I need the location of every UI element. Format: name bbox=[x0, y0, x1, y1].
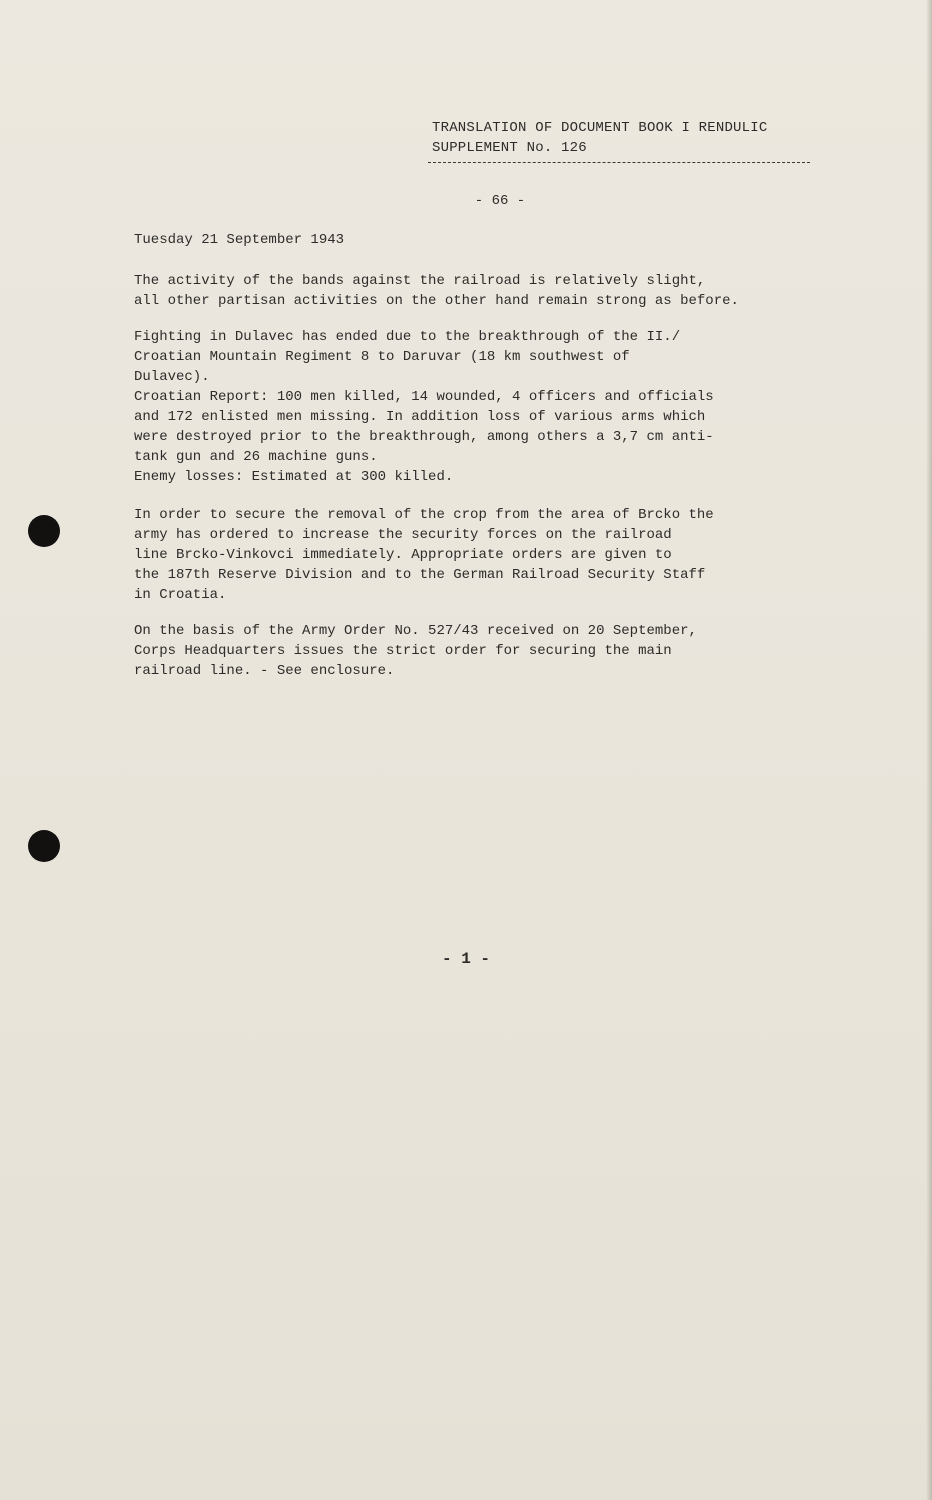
document-header bbox=[432, 118, 767, 158]
text-line: in Croatia. bbox=[134, 587, 227, 603]
text-line: tank gun and 26 machine guns. bbox=[134, 449, 378, 465]
text-line: In order to secure the removal of the crop from the area of Brcko the bbox=[134, 507, 714, 523]
entry-date: Tuesday 21 September 1943 bbox=[134, 232, 345, 248]
paragraph-railroad-security bbox=[134, 505, 714, 605]
text-line: and 172 enlisted men missing. In addition loss of various arms which bbox=[134, 409, 706, 425]
punch-hole bbox=[28, 830, 60, 862]
page-edge-shadow bbox=[926, 0, 932, 1500]
text-line: The activity of the bands against the railroad is relatively slight, bbox=[134, 273, 706, 289]
text-line: all other partisan activities on the other hand remain strong as before. bbox=[134, 293, 739, 309]
footer-page-number: - 1 - bbox=[441, 950, 490, 968]
page-number: - 66 - bbox=[474, 193, 526, 209]
text-line: Croatian Report: 100 men killed, 14 wounded, 4 officers and officials bbox=[134, 389, 714, 405]
text-line: Fighting in Dulavec has ended due to the breakthrough of the II./ bbox=[134, 329, 681, 345]
header-title: TRANSLATION OF DOCUMENT BOOK I RENDULIC bbox=[432, 120, 768, 136]
text-line: the 187th Reserve Division and to the German Railroad Security Staff bbox=[134, 567, 706, 583]
header-supplement: SUPPLEMENT No. 126 bbox=[432, 140, 587, 156]
text-line: line Brcko-Vinkovci immediately. Appropriate orders are given to bbox=[134, 547, 672, 563]
text-line: were destroyed prior to the breakthrough, among others a 3,7 cm anti- bbox=[134, 429, 714, 445]
header-divider bbox=[428, 162, 810, 163]
text-line: Corps Headquarters issues the strict order for securing the main bbox=[134, 643, 672, 659]
text-line: railroad line. - See enclosure. bbox=[134, 663, 395, 679]
text-line: army has ordered to increase the security forces on the railroad bbox=[134, 527, 672, 543]
paragraph-band-activity bbox=[134, 271, 739, 311]
text-line: Croatian Mountain Regiment 8 to Daruvar (18 km southwest of bbox=[134, 349, 630, 365]
text-line: Dulavec). bbox=[134, 369, 210, 385]
text-line: Enemy losses: Estimated at 300 killed. bbox=[134, 469, 454, 485]
paragraph-army-order bbox=[134, 621, 697, 681]
punch-hole bbox=[28, 515, 60, 547]
text-line: On the basis of the Army Order No. 527/43 received on 20 September, bbox=[134, 623, 697, 639]
paragraph-fighting-dulavec bbox=[134, 327, 714, 487]
